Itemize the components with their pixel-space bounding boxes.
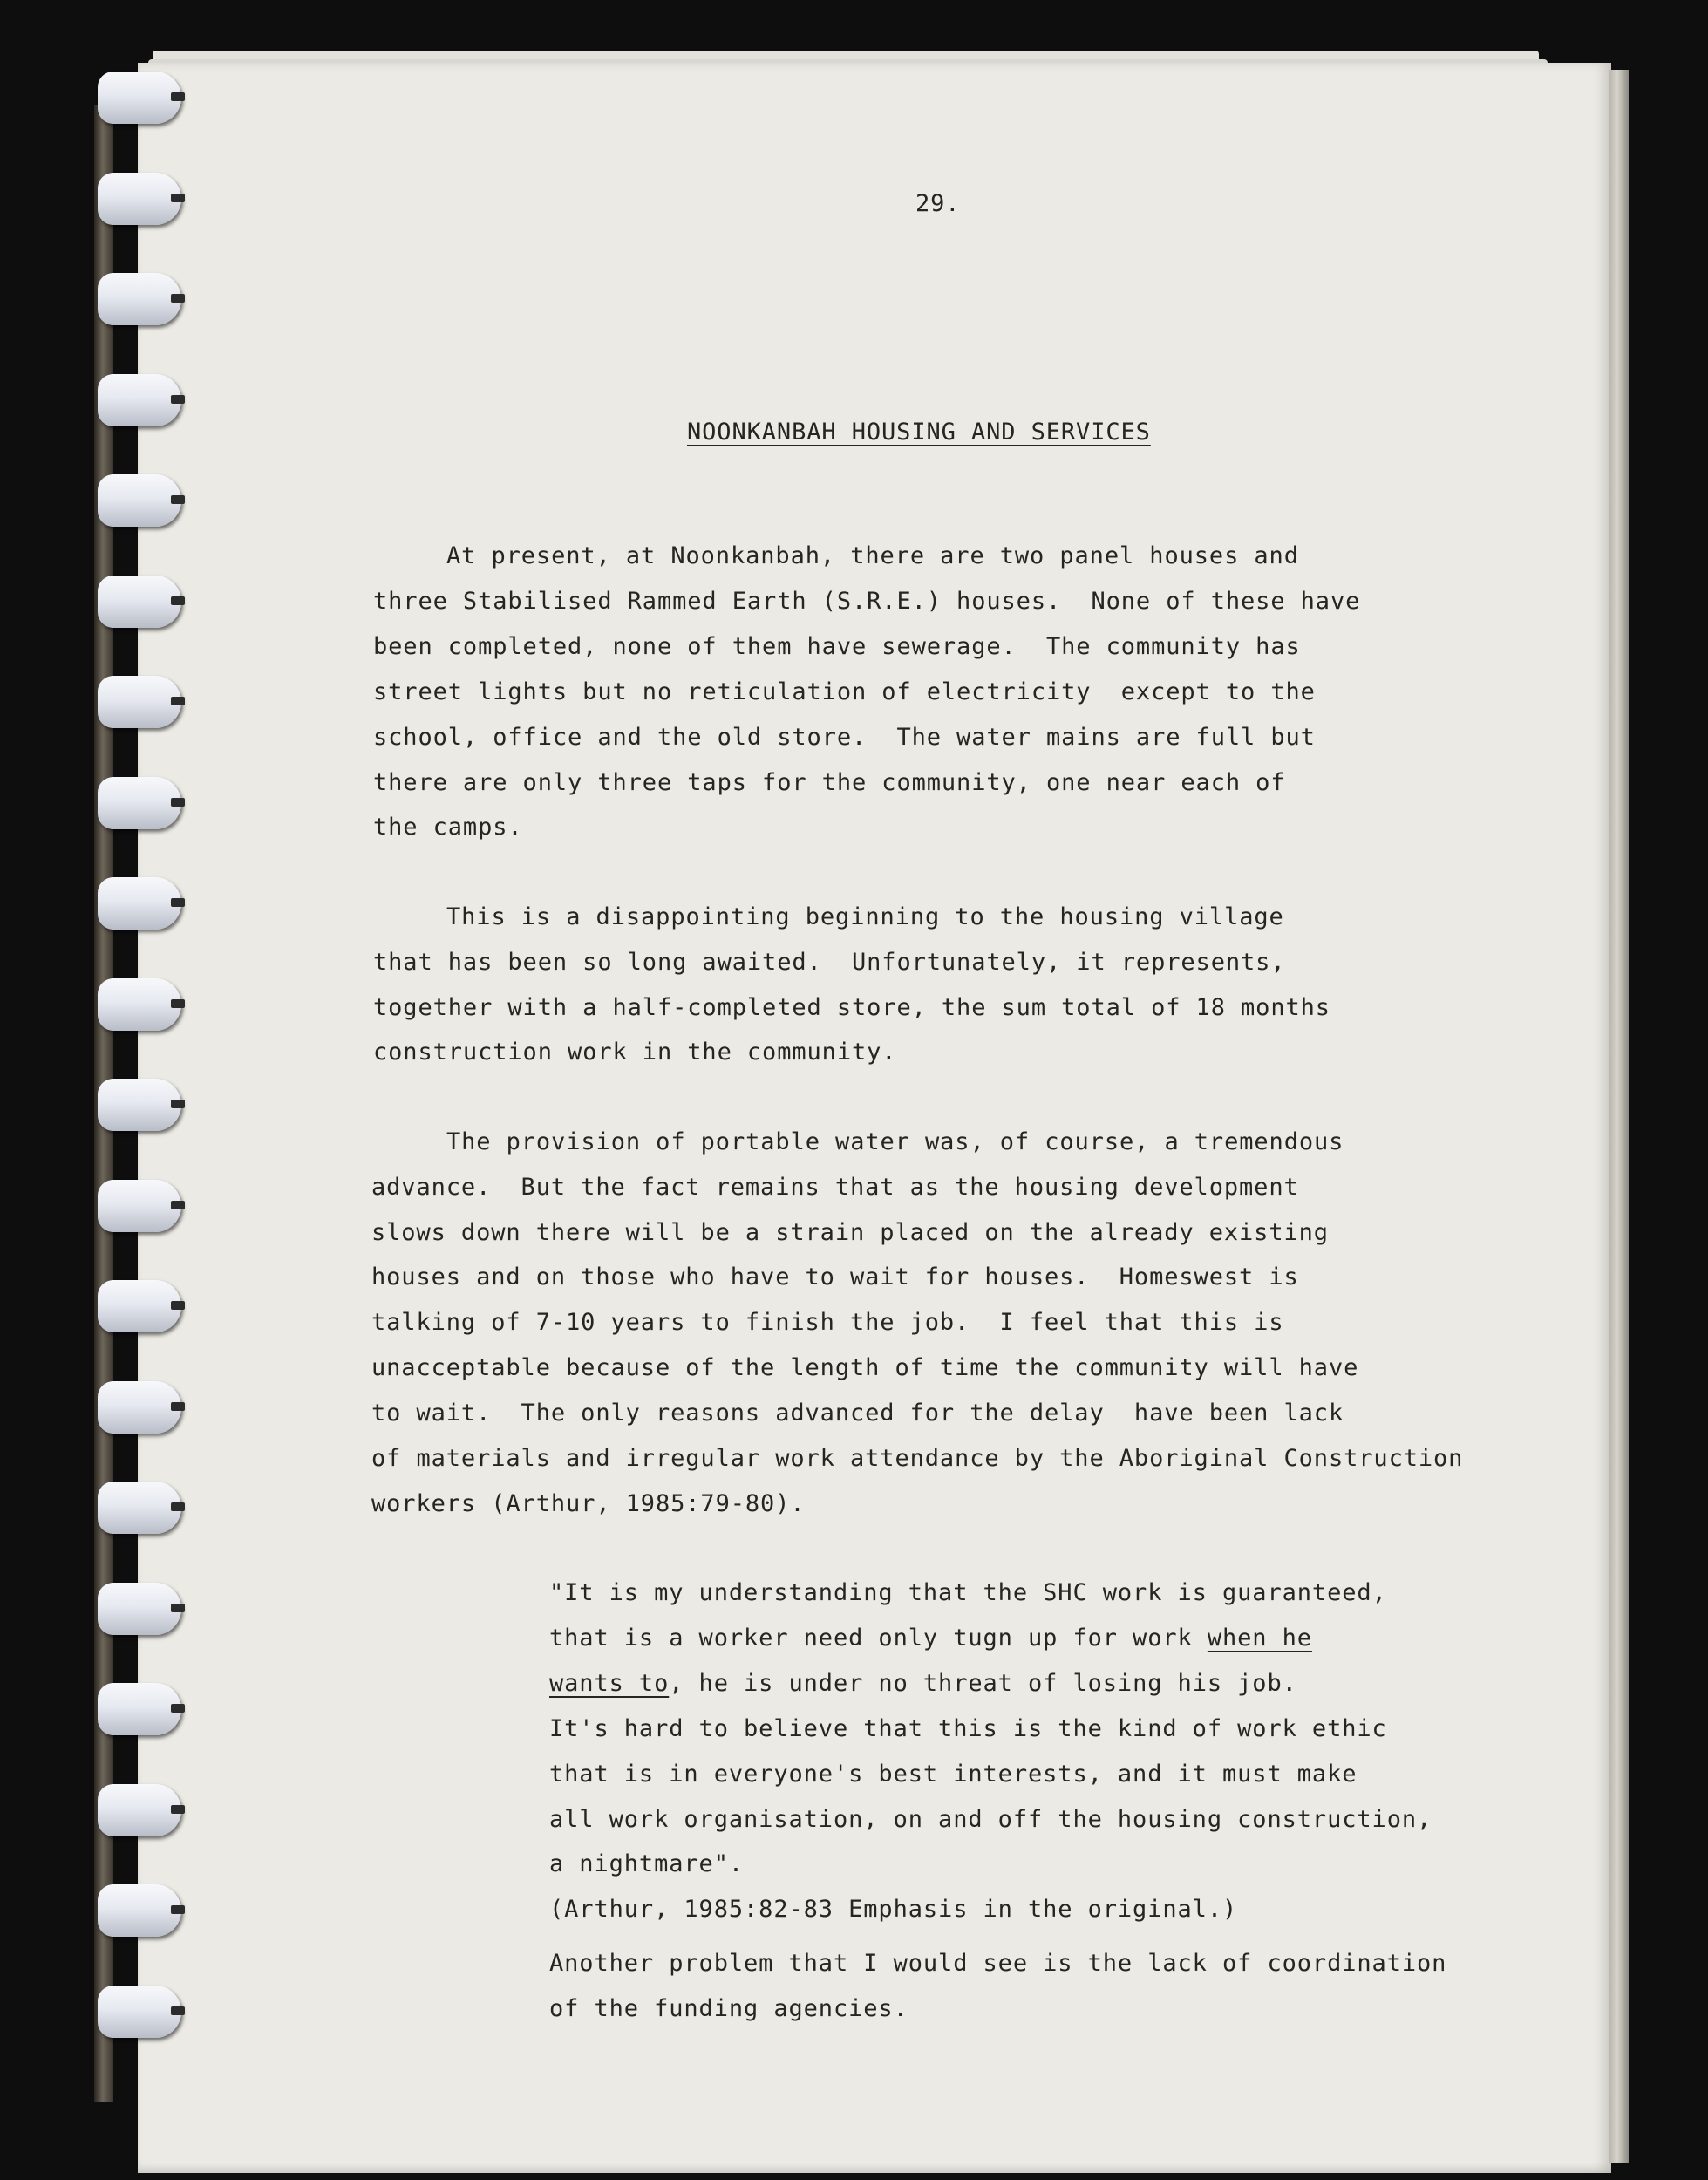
paragraph-line: been completed, none of them have sewerage. The community has: [373, 633, 1301, 660]
binding-coil: [98, 1180, 185, 1237]
coil-ring: [98, 173, 181, 225]
punch-hole: [171, 1201, 185, 1209]
coil-ring: [98, 273, 181, 325]
coil-ring: [98, 576, 181, 628]
binding-coil: [98, 273, 185, 330]
punch-hole: [171, 1805, 185, 1814]
quote-citation: (Arthur, 1985:82-83 Emphasis in the original.): [549, 1896, 1238, 1923]
binding-coil: [98, 374, 185, 432]
binding-coil: [98, 576, 185, 633]
paragraph-line: slows down there will be a strain placed on the already existing: [371, 1219, 1329, 1246]
paragraph-line: construction work in the community.: [373, 1039, 897, 1066]
quote-emphasis: when he: [1207, 1625, 1312, 1652]
binding-coil: [98, 1683, 185, 1741]
coil-ring: [98, 1280, 181, 1332]
paragraph-line: workers (Arthur, 1985:79-80).: [371, 1490, 806, 1517]
punch-hole: [171, 495, 185, 504]
punch-hole: [171, 294, 185, 303]
coil-ring: [98, 1784, 181, 1836]
page-edge: [1609, 70, 1629, 2163]
paragraph-line: advance. But the fact remains that as the housing development: [371, 1174, 1299, 1201]
punch-hole: [171, 1905, 185, 1914]
punch-hole: [171, 898, 185, 907]
page-number: 29.: [915, 190, 961, 217]
coil-ring: [98, 72, 181, 124]
paragraph-line: of materials and irregular work attendance by the Aboriginal Construction: [371, 1445, 1464, 1472]
spiral-binding: [0, 0, 201, 2180]
punch-hole: [171, 798, 185, 807]
paragraph-line: talking of 7-10 years to finish the job. I feel that this is: [371, 1309, 1284, 1336]
punch-hole: [171, 1402, 185, 1411]
quote-line: [549, 1670, 1297, 1697]
punch-hole: [171, 999, 185, 1008]
punch-hole: [171, 596, 185, 605]
coil-ring: [98, 978, 181, 1031]
paragraph-line: The provision of portable water was, of course, a tremendous: [446, 1128, 1344, 1155]
binding-coil: [98, 1583, 185, 1640]
punch-hole: [171, 395, 185, 404]
quote-line: that is in everyone's best interests, and it must make: [549, 1761, 1358, 1788]
binding-coil: [98, 1784, 185, 1842]
binding-coil: [98, 1381, 185, 1439]
coil-ring: [98, 1583, 181, 1635]
binding-coil: [98, 1884, 185, 1942]
coil-ring: [98, 1381, 181, 1434]
quote-line: a nightmare".: [549, 1850, 745, 1877]
binding-coil: [98, 1986, 185, 2043]
quote-emphasis: wants to: [549, 1670, 670, 1697]
punch-hole: [171, 1301, 185, 1310]
paragraph-line: At present, at Noonkanbah, there are two panel houses and: [446, 542, 1299, 569]
quote-text: that is a worker need only tugn up for work: [549, 1625, 1208, 1652]
section-heading: NOONKANBAH HOUSING AND SERVICES: [687, 419, 1151, 446]
binding-coil: [98, 474, 185, 532]
coil-ring: [98, 1482, 181, 1534]
coil-ring: [98, 676, 181, 728]
binding-coil: [98, 72, 185, 129]
punch-hole: [171, 2006, 185, 2015]
coil-ring: [98, 1180, 181, 1232]
quote-line: all work organisation, on and off the housing construction,: [549, 1806, 1432, 1833]
binding-coil: [98, 877, 185, 935]
quote-line: "It is my understanding that the SHC work is guaranteed,: [549, 1579, 1387, 1606]
quote-line: [549, 1625, 1312, 1652]
paragraph-line: school, office and the old store. The water mains are full but: [373, 724, 1316, 751]
coil-ring: [98, 1683, 181, 1735]
punch-hole: [171, 1604, 185, 1612]
quote-line: It's hard to believe that this is the kind of work ethic: [549, 1715, 1387, 1742]
coil-ring: [98, 474, 181, 527]
binding-coil: [98, 1482, 185, 1539]
coil-ring: [98, 374, 181, 426]
paragraph-line: This is a disappointing beginning to the housing village: [446, 903, 1284, 930]
paragraph-line: houses and on those who have to wait for houses. Homeswest is: [371, 1264, 1299, 1291]
quote-text: , he is under no threat of losing his job.: [669, 1670, 1297, 1697]
punch-hole: [171, 92, 185, 101]
paragraph-line: Another problem that I would see is the lack of coordination: [549, 1950, 1447, 1977]
paragraph-line: three Stabilised Rammed Earth (S.R.E.) houses. None of these have: [373, 588, 1361, 615]
coil-ring: [98, 1079, 181, 1131]
paragraph-line: street lights but no reticulation of electricity except to the: [373, 678, 1316, 705]
paragraph-line: to wait. The only reasons advanced for the delay have been lack: [371, 1400, 1344, 1427]
binding-coil: [98, 1079, 185, 1136]
paragraph-line: together with a half-completed store, the sum total of 18 months: [373, 994, 1330, 1021]
coil-ring: [98, 777, 181, 829]
coil-ring: [98, 1986, 181, 2038]
paragraph-line: the camps.: [373, 814, 523, 841]
paragraph-line: unacceptable because of the length of time the community will have: [371, 1354, 1359, 1381]
paragraph-line: of the funding agencies.: [549, 1995, 908, 2022]
punch-hole: [171, 1502, 185, 1511]
punch-hole: [171, 1100, 185, 1108]
punch-hole: [171, 194, 185, 202]
punch-hole: [171, 1704, 185, 1713]
paragraph-line: there are only three taps for the community, one near each of: [373, 769, 1286, 796]
document-page: [138, 63, 1611, 2173]
paragraph-line: that has been so long awaited. Unfortunately, it represents,: [373, 949, 1286, 976]
coil-ring: [98, 1884, 181, 1937]
punch-hole: [171, 697, 185, 705]
binding-coil: [98, 676, 185, 733]
binding-coil: [98, 978, 185, 1036]
binding-coil: [98, 777, 185, 835]
binding-coil: [98, 1280, 185, 1338]
coil-ring: [98, 877, 181, 930]
binding-coil: [98, 173, 185, 230]
